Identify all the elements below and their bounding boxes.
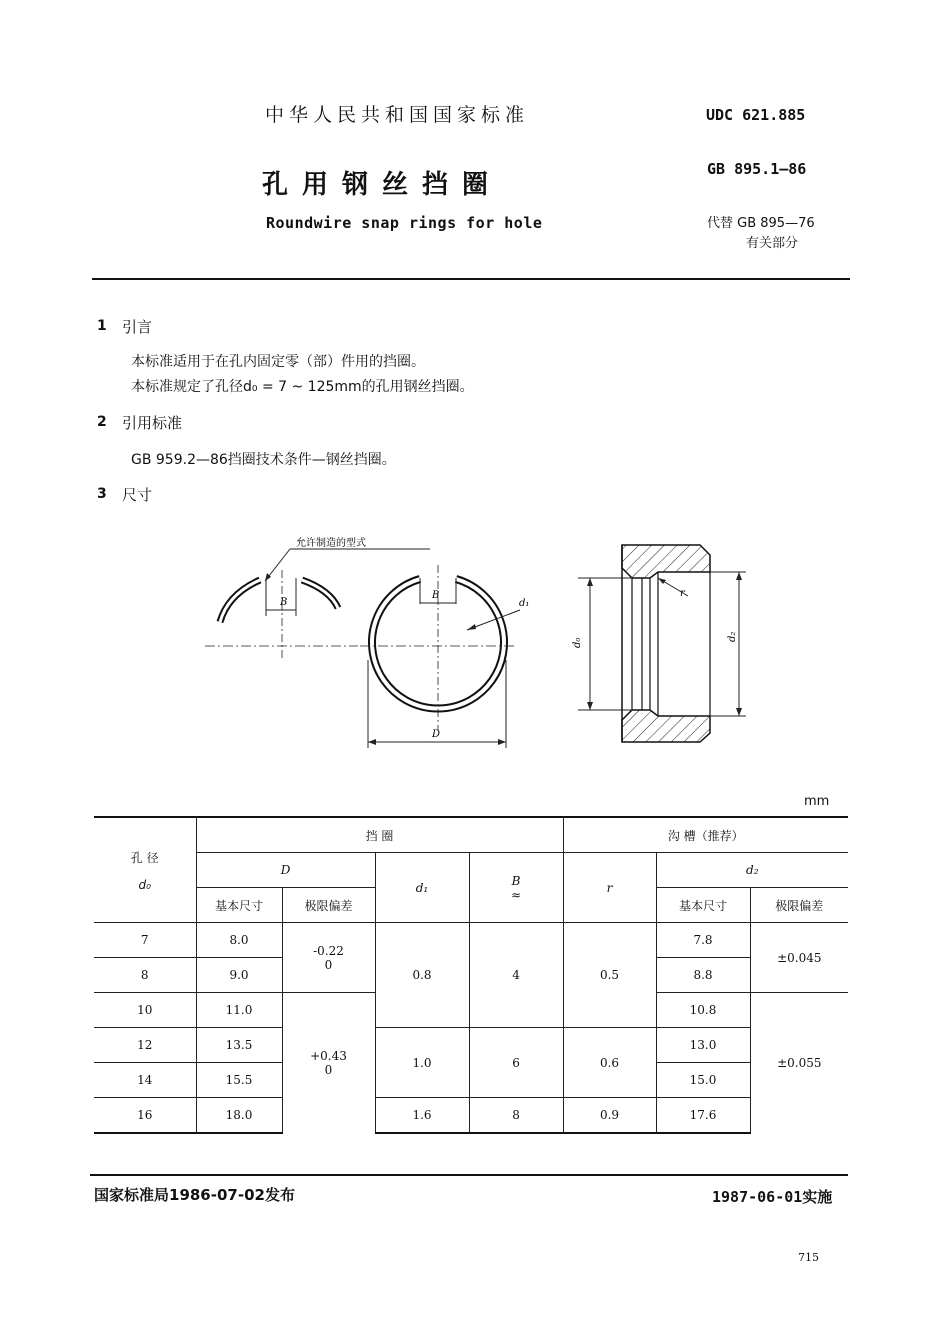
- header-r: r: [563, 853, 656, 923]
- section-2-number: 2: [97, 414, 107, 430]
- header-ring-group: 挡 圈: [196, 817, 563, 853]
- header-limit-deviation-groove: 极限偏差: [750, 888, 848, 923]
- page-title: 孔用钢丝挡圈: [262, 170, 503, 200]
- cell-D: 11.0: [196, 993, 282, 1028]
- cell-d1: 1.0: [375, 1028, 469, 1098]
- cell-d0: 12: [94, 1028, 196, 1063]
- b-left-label: B: [280, 597, 288, 608]
- d0-label: d₀: [572, 637, 583, 648]
- cell-r: 0.6: [563, 1028, 656, 1098]
- national-standard-heading: 中华人民共和国国家标准: [265, 104, 530, 126]
- header-B: [469, 853, 563, 923]
- english-title: Roundwire snap rings for hole: [266, 214, 543, 232]
- d-big-label: D: [432, 729, 441, 740]
- header-B-symbol: B: [511, 873, 521, 888]
- header-basic-size-groove: 基本尺寸: [656, 888, 750, 923]
- header-groove-group: 沟 槽（推荐）: [563, 817, 848, 853]
- header-B-approx: ≈: [510, 887, 522, 902]
- cell-D: 15.5: [196, 1063, 282, 1098]
- groove-section-view: [572, 545, 746, 742]
- cell-d0: 10: [94, 993, 196, 1028]
- cell-D-tolerance: [282, 923, 375, 993]
- replaces-line: 代替 GB 895—76: [707, 216, 815, 231]
- cell-d2: 10.8: [656, 993, 750, 1028]
- section-3-title: 尺寸: [122, 486, 153, 504]
- gb-number: GB 895.1—86: [707, 160, 807, 178]
- section-1-paragraph: 本标准适用于在孔内固定零（部）件用的挡圈。: [131, 354, 425, 370]
- cell-d2: 7.8: [656, 923, 750, 958]
- cell-d0: 7: [94, 923, 196, 958]
- page-number: 715: [798, 1251, 819, 1264]
- section-1-paragraph: 本标准规定了孔径d₀ = 7 ~ 125mm的孔用钢丝挡圈。: [131, 379, 474, 395]
- section-1-number: 1: [97, 318, 107, 334]
- cell-D-tolerance-lower: 0: [324, 1063, 333, 1077]
- header-basic-size: 基本尺寸: [196, 888, 282, 923]
- section-2-title: 引用标准: [122, 414, 183, 432]
- section-3-number: 3: [97, 486, 107, 502]
- unit-label: mm: [804, 794, 830, 809]
- cell-d2: 17.6: [656, 1098, 750, 1134]
- cell-B: 8: [469, 1098, 563, 1134]
- udc-code: UDC 621.885: [706, 106, 806, 124]
- header-D: D: [196, 853, 375, 888]
- cell-d0: 8: [94, 958, 196, 993]
- cell-D: 8.0: [196, 923, 282, 958]
- cell-D-tolerance-upper: +0.43: [310, 1049, 347, 1063]
- header-d1: d₁: [375, 853, 469, 923]
- b-ring-label: B: [432, 590, 440, 601]
- cell-D: 18.0: [196, 1098, 282, 1134]
- table-row: [94, 1098, 848, 1134]
- header-hole: [94, 817, 196, 923]
- cell-D-tolerance-lower: 0: [324, 957, 333, 972]
- r-label: r: [680, 588, 685, 599]
- snap-ring-drawing: [195, 528, 755, 763]
- cell-D-tolerance-upper: -0.22: [313, 943, 344, 958]
- cell-B: 6: [469, 1028, 563, 1098]
- cell-d0: 14: [94, 1063, 196, 1098]
- cell-d1: 1.6: [375, 1098, 469, 1134]
- callout-label: 允许制造的型式: [296, 538, 366, 549]
- cell-d0: 16: [94, 1098, 196, 1134]
- table-row: [94, 1028, 848, 1063]
- footer-rule: [90, 1174, 848, 1176]
- replaces-note: 有关部分: [746, 236, 799, 251]
- header-hole-text: 孔 径: [130, 850, 159, 865]
- cell-d2-tolerance: ±0.045: [750, 923, 848, 993]
- ring-ends-detail: [205, 570, 358, 660]
- d1-label: d₁: [519, 598, 530, 609]
- header-d2: d₂: [656, 853, 848, 888]
- dimensions-table: [94, 816, 848, 1134]
- header-limit-deviation: 极限偏差: [282, 888, 375, 923]
- cell-D-tolerance: [282, 993, 375, 1134]
- header-rule: [92, 278, 850, 280]
- cell-d1: 0.8: [375, 923, 469, 1028]
- cell-r: 0.5: [563, 923, 656, 1028]
- cell-D: 13.5: [196, 1028, 282, 1063]
- cell-D: 9.0: [196, 958, 282, 993]
- cell-r: 0.9: [563, 1098, 656, 1134]
- section-2-paragraph: GB 959.2—86挡圈技术条件—钢丝挡圈。: [131, 452, 396, 468]
- cell-d2: 13.0: [656, 1028, 750, 1063]
- cell-d2: 8.8: [656, 958, 750, 993]
- d2-label: d₂: [727, 631, 738, 642]
- issue-date: 国家标准局1986-07-02发布: [94, 1186, 295, 1204]
- table-row: [94, 923, 848, 958]
- header-hole-symbol: d₀: [138, 877, 151, 892]
- ring-main-view: [360, 565, 529, 748]
- cell-d2: 15.0: [656, 1063, 750, 1098]
- effective-date: 1987-06-01实施: [712, 1188, 833, 1206]
- cell-d2-tolerance: ±0.055: [750, 993, 848, 1134]
- cell-B: 4: [469, 923, 563, 1028]
- section-1-title: 引言: [122, 318, 153, 336]
